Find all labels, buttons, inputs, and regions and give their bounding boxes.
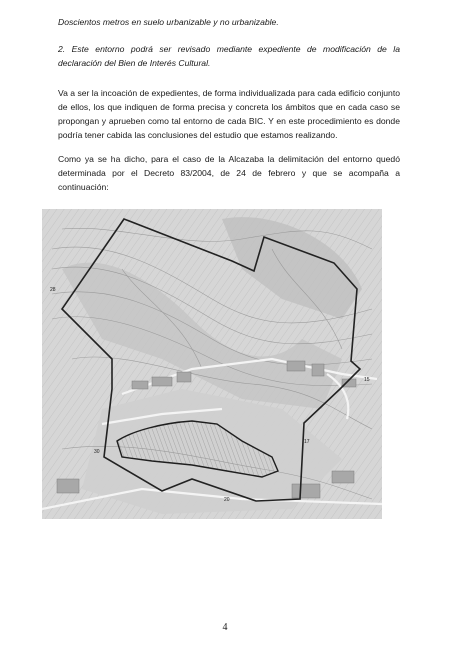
boundary-label-17: 17 bbox=[304, 439, 310, 445]
boundary-label-15: 15 bbox=[364, 377, 370, 383]
paragraph-italic-2: 2. Este entorno podrá ser revisado mediante expediente de modificación de la declaración del Bien de Interés Cultural. bbox=[58, 44, 400, 68]
paragraph-body-1: Va a ser la incoación de expedientes, de forma individualizada para cada edificio conjunto de ellos, los que indiquen de forma precisa y concreta los ámbitos que en cada caso se propongan y aprueben como tal entorno de cada BIC. Y en este procedimiento es donde podría tener cabida las conclusiones del estudio que estamos realizando. bbox=[58, 88, 400, 140]
paragraph-body-2: Como ya se ha dicho, para el caso de la Alcazaba la delimitación del entorno quedó determinada por el Decreto 83/2004, de 24 de febrero y que se acompaña a continuación: bbox=[58, 154, 400, 192]
boundary-label-30: 30 bbox=[94, 449, 100, 455]
page-number: 4 bbox=[222, 622, 228, 633]
map-drawing bbox=[42, 209, 382, 519]
boundary-label-20: 20 bbox=[224, 497, 230, 503]
boundary-label-28: 28 bbox=[50, 287, 56, 293]
alcazaba-boundary-map bbox=[42, 209, 382, 519]
paragraph-italic-1: Doscientos metros en suelo urbanizable y no urbanizable. bbox=[58, 17, 279, 27]
